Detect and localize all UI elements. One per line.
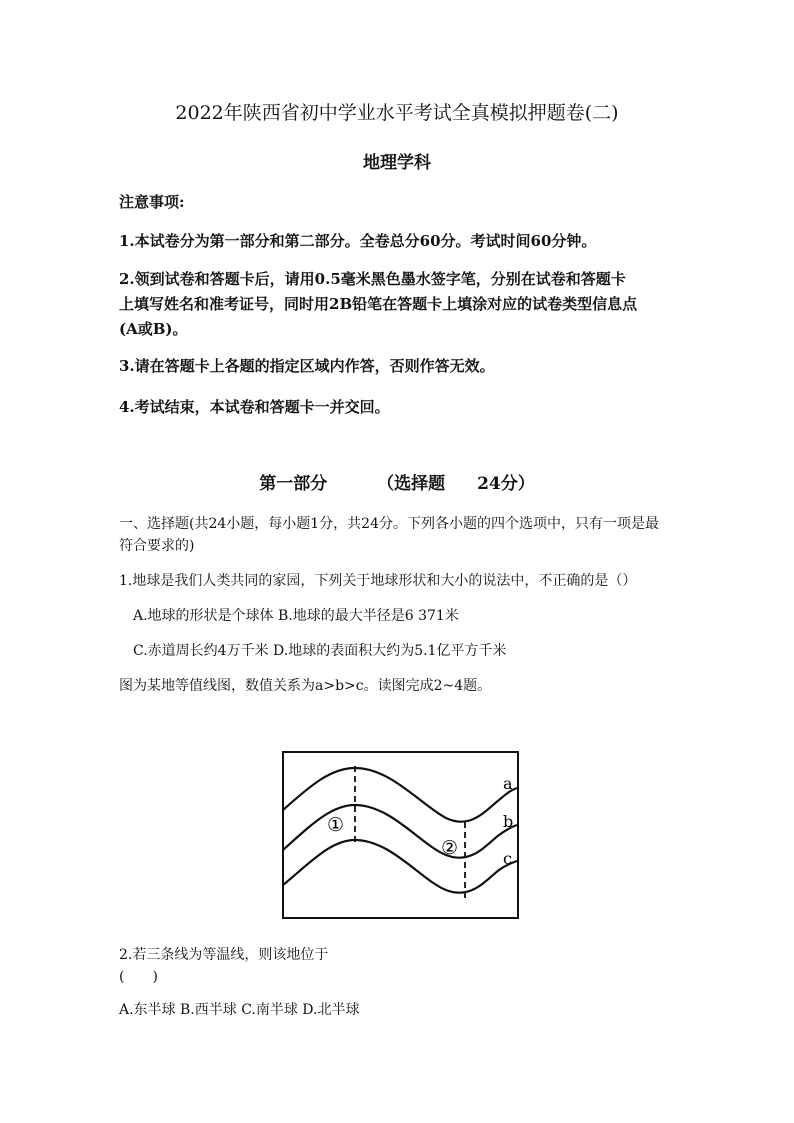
q1-stem: 1.地球是我们人类共同的家园，下列关于地球形状和大小的说法中，不正确的是（）: [119, 573, 637, 589]
section-heading: [0, 469, 794, 494]
q2-answer-paren: ( ): [119, 969, 158, 985]
note-item-2-line3: (A或B)。: [119, 320, 188, 338]
q1-options-ab: A.地球的形状是个球体 B.地球的最大半径是6 371米: [133, 608, 459, 624]
label-point-2: ②: [441, 837, 459, 859]
label-a: a: [503, 774, 513, 793]
label-point-1: ①: [327, 814, 345, 836]
note-item-3: 3.请在答题卡上各题的指定区域内作答，否则作答无效。: [119, 357, 495, 375]
section-type: （选择题: [377, 474, 446, 494]
section-part: 第一部分: [259, 474, 328, 494]
label-c: c: [503, 849, 512, 868]
instructions-line2: 符合要求的): [119, 538, 195, 554]
note-item-1: 1.本试卷分为第一部分和第二部分。全卷总分60分。考试时间60分钟。: [119, 232, 597, 250]
label-b: b: [503, 812, 514, 831]
note-item-4: 4.考试结束，本试卷和答题卡一并交回。: [119, 398, 390, 416]
notes-heading: 注意事项:: [119, 193, 185, 211]
q1-options-cd: C.赤道周长约4万千米 D.地球的表面积大约为5.1亿平方千米: [133, 643, 507, 659]
figure-frame: [283, 752, 518, 918]
exam-title: 2022年陕西省初中学业水平考试全真模拟押题卷(二): [175, 102, 619, 124]
q2-options: A.东半球 B.西半球 C.南半球 D.北半球: [119, 1002, 360, 1018]
note-item-2-line1: 2.领到试卷和答题卡后，请用0.5毫米黑色墨水签字笔，分别在试卷和答题卡: [119, 270, 626, 288]
subject-title: 地理学科: [363, 153, 431, 173]
contour-map-figure: [281, 750, 521, 922]
note-item-2-line2: 上填写姓名和准考证号，同时用2B铅笔在答题卡上填涂对应的试卷类型信息点: [119, 295, 638, 313]
figure-intro: 图为某地等值线图，数值关系为a>b>c。读图完成2~4题。: [119, 678, 492, 694]
instructions-line1: 一、选择题(共24小题，每小题1分，共24分。下列各小题的四个选项中，只有一项是最: [119, 516, 659, 532]
section-score: 24分）: [477, 474, 535, 494]
q2-stem: 2.若三条线为等温线，则该地位于: [119, 947, 329, 963]
